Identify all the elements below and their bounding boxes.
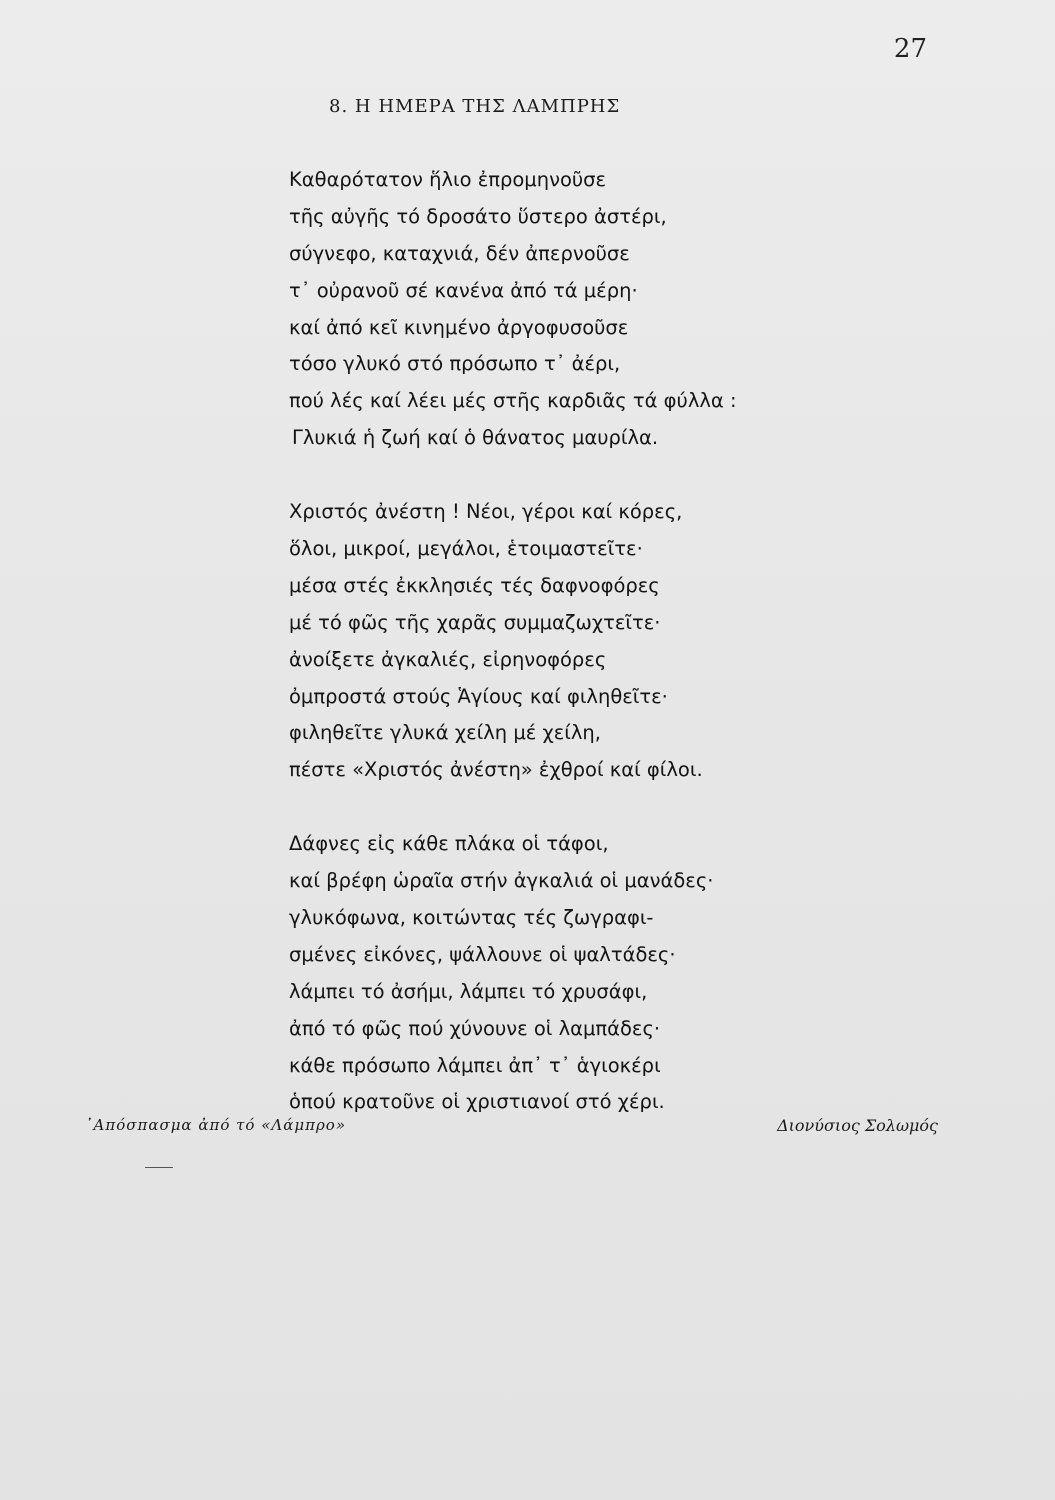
poem-line: πού λές καί λέει μές στῆς καρδιᾶς τά φύλλα : xyxy=(289,389,737,413)
poem-line: καί ἀπό κεῖ κινημένο ἀργοφυσοῦσε xyxy=(289,315,629,339)
footnote-divider xyxy=(145,1167,173,1168)
poem-line: Δάφνες εἰς κάθε πλάκα οἱ τάφοι, xyxy=(289,832,609,856)
poem-line: γλυκόφωνα, κοιτώντας τές ζωγραφι- xyxy=(289,906,654,930)
poem-line: Καθαρότατον ἥλιο ἐπρομηνοῦσε xyxy=(289,168,607,191)
poem-line: κάθε πρόσωπο λάμπει ἀπ᾽ τ᾽ ἁγιοκέρι xyxy=(289,1053,661,1077)
show-through-texture xyxy=(85,118,955,138)
poem-line: φιληθεῖτε γλυκά χείλη μέ χείλη, xyxy=(289,721,601,745)
poem-line: σύγνεφο, καταχνιά, δέν ἀπερνοῦσε xyxy=(289,241,630,265)
poem-line: τῆς αὐγῆς τό δροσάτο ὕστερο ἀστέρι, xyxy=(289,204,667,228)
poem-author: Διονύσιος Σολωμός xyxy=(777,1116,938,1135)
poem-line: ἀνοίξετε ἀγκαλιές, εἰρηνοφόρες xyxy=(289,647,607,671)
poem-line: λάμπει τό ἀσήμι, λάμπει τό χρυσάφι, xyxy=(289,979,648,1003)
poem-line: ὁπού κρατοῦνε οἱ χριστιανοί στό χέρι. xyxy=(289,1090,665,1114)
poem-line: Γλυκιά ἡ ζωή καί ὁ θάνατος μαυρίλα. xyxy=(292,426,659,450)
page-number: 27 xyxy=(893,34,927,64)
poem-body xyxy=(289,162,929,1121)
stanza-2 xyxy=(289,494,929,789)
poem-line: Χριστός ἀνέστη ! Νέοι, γέροι καί κόρες, xyxy=(289,500,683,524)
stanza-1 xyxy=(289,162,929,457)
poem-line: μέσα στές ἐκκλησιές τές δαφνοφόρες xyxy=(289,573,660,597)
poem-line: τ᾽ οὐρανοῦ σέ κανένα ἀπό τά μέρη· xyxy=(289,278,638,302)
poem-line: ὅλοι, μικροί, μεγάλοι, ἑτοιμαστεῖτε· xyxy=(289,537,643,561)
poem-title: 8. Η ΗΜΕΡΑ ΤΗΣ ΛΑΜΠΡΗΣ xyxy=(329,96,621,117)
stanza-3 xyxy=(289,826,929,1121)
poem-line: καί βρέφη ὡραῖα στήν ἀγκαλιά οἱ μανάδες· xyxy=(289,869,714,893)
poem-line: πέστε «Χριστός ἀνέστη» ἐχθροί καί φίλοι. xyxy=(289,758,703,782)
poem-line: μέ τό φῶς τῆς χαρᾶς συμμαζωχτεῖτε· xyxy=(289,610,661,634)
poem-line: σμένες εἰκόνες, ψάλλουνε οἱ ψαλτάδες· xyxy=(289,942,676,966)
poem-line: ὀμπροστά στούς Ἁγίους καί φιληθεῖτε· xyxy=(289,684,668,708)
poem-line: τόσο γλυκό στό πρόσωπο τ᾽ ἀέρι, xyxy=(289,352,621,376)
poem-line: ἀπό τό φῶς πού χύνουνε οἱ λαμπάδες· xyxy=(289,1016,661,1040)
excerpt-source: ᾽Απόσπασμα ἀπό τό «Λάμπρο» xyxy=(85,1116,346,1134)
